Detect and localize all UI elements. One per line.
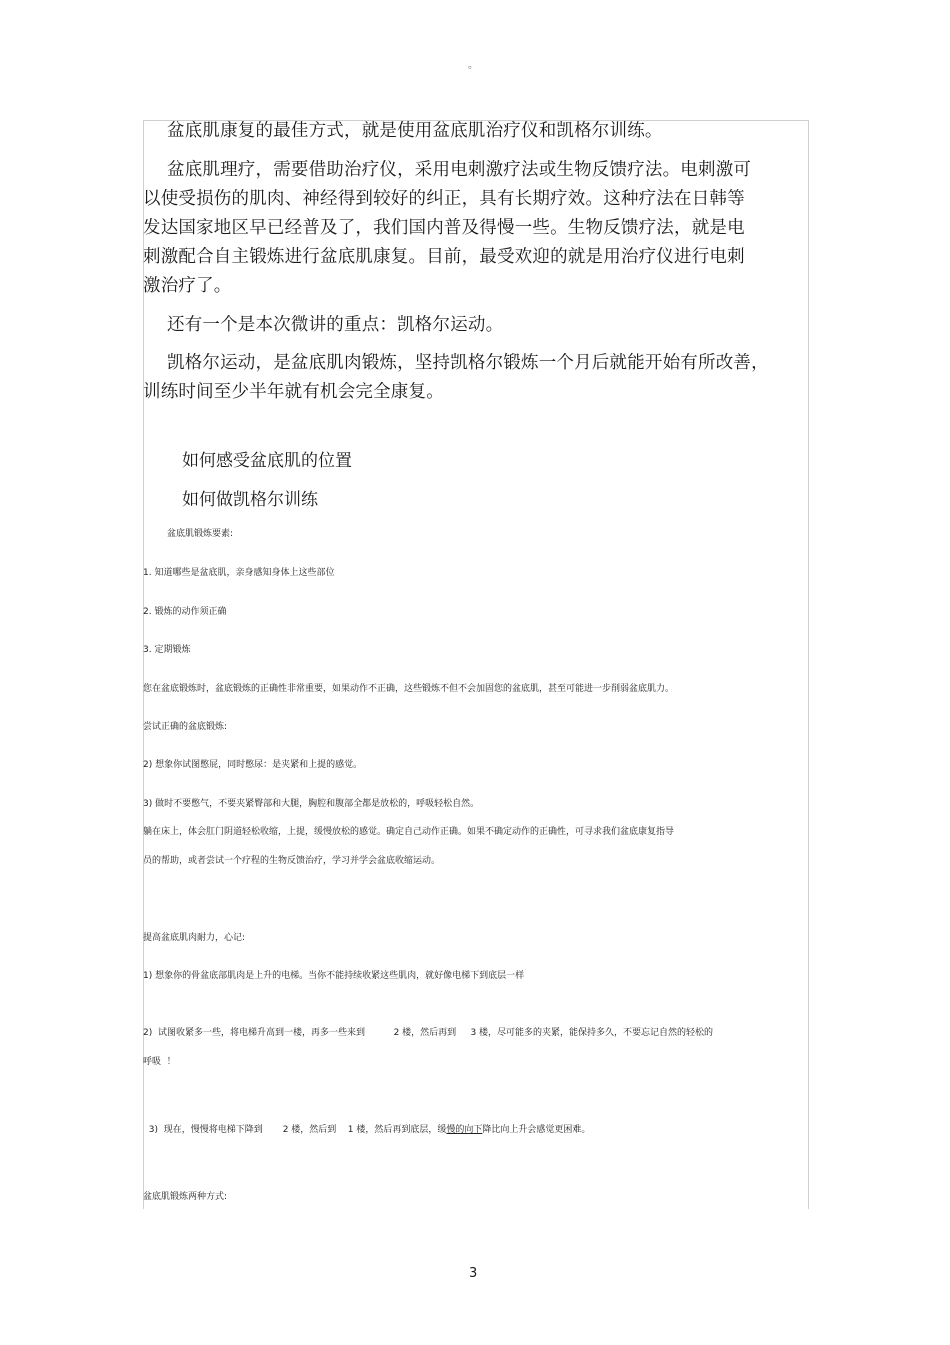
endurance-step-3-suffix: 降比向上升会感觉更困难。 — [482, 1125, 591, 1135]
elements-item-3: 3. 定期锻炼 — [143, 645, 191, 655]
correct-note-line-2: 员的帮助，或者尝试一个疗程的生物反馈治疗，学习并学会盆底收缩运动。 — [143, 856, 441, 866]
elements-title: 盆底肌锻炼要素: — [167, 529, 234, 539]
subheading-kegel-how-to: 如何做凯格尔训练 — [182, 490, 318, 510]
intro-paragraph-1: 盆底肌康复的最佳方式，就是使用盆底肌治疗仪和凯格尔训练。 — [167, 121, 663, 141]
endurance-step-3 — [143, 1112, 590, 1135]
intro-paragraph-4-line-1: 凯格尔运动，是盆底肌肉锻炼，坚持凯格尔锻炼一个月后就能开始有所改善， — [167, 353, 769, 373]
intro-paragraph-2-line-4: 刺激配合自主锻炼进行盆底肌康复。目前，最受欢迎的就是用治疗仪进行电刺 — [143, 247, 745, 267]
intro-paragraph-2-line-2: 以使受损伤的肌肉、神经得到较好的纠正，具有长期疗效。这种疗法在日韩等 — [143, 189, 745, 209]
header-mark: 。 — [468, 60, 478, 71]
warning-text: 您在盆底锻炼时，盆底锻炼的正确性非常重要，如果动作不正确，这些锻炼不但不会加固您的盆底肌，甚至可能进一步削弱盆底肌力。 — [143, 684, 675, 694]
endurance-step-1: 1) 想象你的骨盆底部肌肉是上升的电梯。当你不能持续收紧这些肌肉，就好像电梯下到底层一样 — [143, 971, 525, 981]
page-number: 3 — [469, 1266, 478, 1281]
endurance-step-3-underlined: 慢的向下 — [446, 1125, 483, 1135]
endurance-title: 提高盆底肌肉耐力，心记: — [143, 933, 246, 943]
endurance-step-3-prefix: 3) 现在，慢慢将电梯下降到 2 楼，然后到 1 楼，然后再到底层，缓 — [148, 1125, 447, 1135]
intro-paragraph-3: 还有一个是本次微讲的重点：凯格尔运动。 — [167, 315, 504, 335]
correct-title: 尝试正确的盆底锻炼: — [143, 722, 228, 732]
endurance-step-2-line-1: 2) 试图收紧多一些，将电梯升高到一楼，再多一些来到 2 楼，然后再到 3 楼，尽可能多的夹紧，能保持多久，不要忘记自然的轻松的 — [143, 1028, 714, 1038]
elements-item-1: 1. 知道哪些是盆底肌，亲身感知身体上这些部位 — [143, 568, 335, 578]
elements-item-2: 2. 锻炼的动作须正确 — [143, 607, 227, 617]
correct-step-2: 2) 想象你试图憋屁，同时憋尿：是夹紧和上提的感觉。 — [143, 760, 363, 770]
correct-step-3: 3) 做时不要憋气，不要夹紧臀部和大腿，胸腔和腹部全都是放松的，呼吸轻松自然。 — [143, 799, 480, 809]
methods-title: 盆底肌锻炼两种方式: — [143, 1192, 228, 1202]
intro-paragraph-4-line-2: 训练时间至少半年就有机会完全康复。 — [143, 382, 444, 402]
intro-paragraph-2-line-3: 发达国家地区早已经普及了，我们国内普及得慢一些。生物反馈疗法，就是电 — [143, 218, 745, 238]
page-frame — [143, 120, 809, 1209]
endurance-step-2-line-2: 呼吸 ！ — [143, 1057, 176, 1067]
correct-note-line-1: 躺在床上，体会肛门阴道轻松收缩，上提，缓慢放松的感觉。确定自己动作正确。如果不确定动作的正确性，可寻求我们盆底康复指导 — [143, 827, 675, 837]
intro-paragraph-2-line-1: 盆底肌理疗，需要借助治疗仪，采用电刺激疗法或生物反馈疗法。电刺激可 — [167, 160, 752, 180]
intro-paragraph-2-line-5: 激治疗了。 — [143, 276, 232, 296]
subheading-feel-pelvic-floor: 如何感受盆底肌的位置 — [182, 451, 352, 471]
